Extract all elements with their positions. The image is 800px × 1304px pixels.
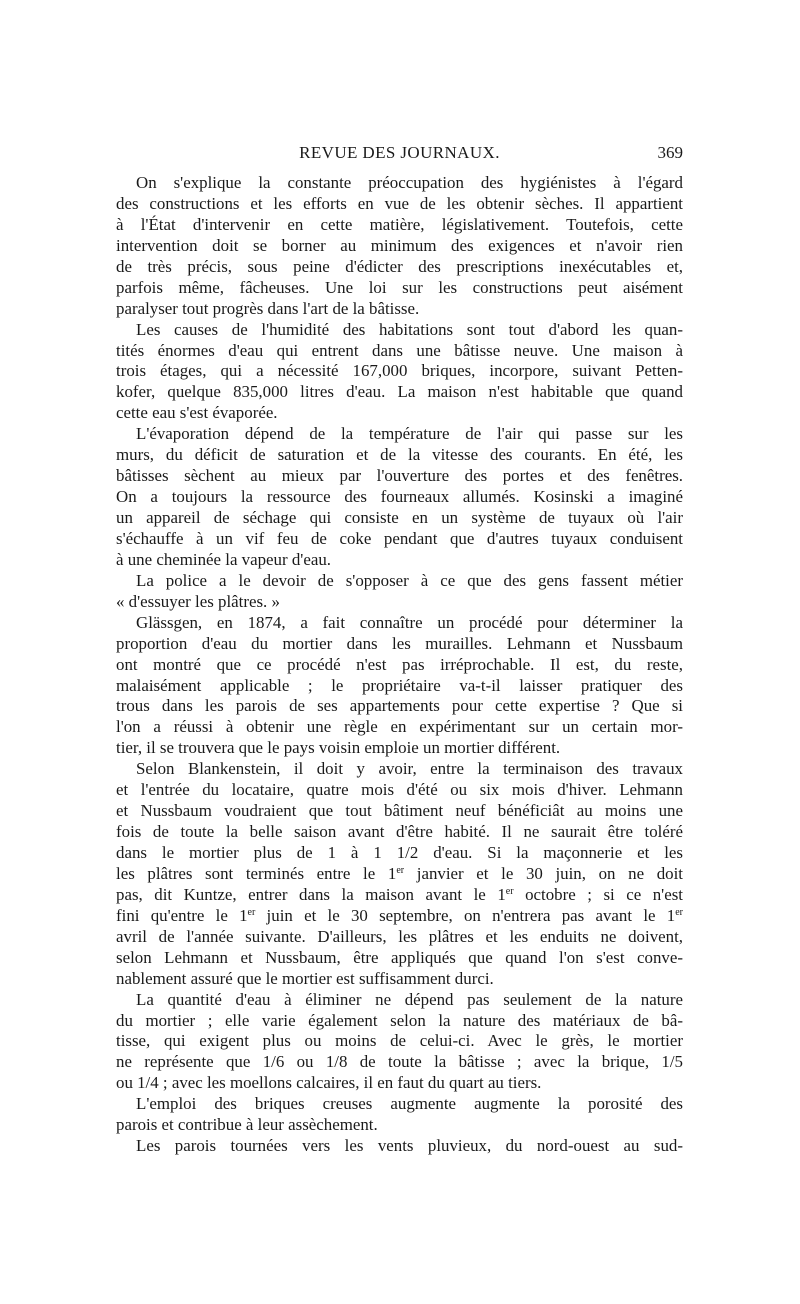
text-line: La quantité d'eau à éliminer ne dépend pas seulement de la nature (136, 989, 683, 1009)
text-line: paralyser tout progrès dans l'art de la bâtisse. (116, 298, 420, 318)
text-line: trois étages, qui a nécessité 167,000 briques, incorpore, suivant Petten- (116, 361, 683, 381)
text-line: Selon Blankenstein, il doit y avoir, entre la terminaison des travaux (136, 759, 683, 779)
text-line: « d'essuyer les plâtres. » (116, 591, 280, 611)
text-line: dans le mortier plus de 1 à 1 1/2 d'eau. Si la maçonnerie et les (116, 843, 683, 862)
text-line: On a toujours la ressource des fourneaux allumés. Kosinski a imaginé (116, 487, 683, 507)
paragraph (116, 1136, 683, 1157)
paragraph (116, 173, 683, 320)
paragraph (116, 571, 683, 613)
text-line: du mortier ; elle varie également selon la nature des matériaux de bâ- (116, 1010, 683, 1030)
text-line: s'échauffe à un vif feu de coke pendant que d'autres tuyaux conduisent (116, 528, 683, 548)
text-line: bâtisses sèchent au mieux par l'ouverture des portes et des fenêtres. (116, 466, 683, 486)
text-line: à l'État d'intervenir en cette matière, législativement. Toutefois, cette (116, 214, 683, 234)
text-line: trous dans les parois de ses appartements pour cette expertise ? Que si (116, 696, 683, 716)
text-line: kofer, quelque 835,000 litres d'eau. La maison n'est habitable que quand (116, 382, 683, 402)
text-line: avril de l'année suivante. D'ailleurs, les plâtres et les enduits ne doivent, (116, 926, 683, 946)
text-line: On s'explique la constante préoccupation des hygiénistes à l'égard (136, 173, 683, 192)
text-line: proportion d'eau du mortier dans les murailles. Lehmann et Nussbaum (116, 633, 683, 653)
text-line: tier, il se trouvera que le pays voisin emploie un mortier différent. (116, 738, 561, 758)
paragraph (116, 320, 683, 425)
text-line: ne représente que 1/6 ou 1/8 de toute la bâtisse ; avec la brique, 1/5 (116, 1052, 683, 1072)
text-line: Les parois tournées vers les vents pluvieux, du nord-ouest au sud- (136, 1136, 683, 1156)
text-line: parois et contribue à leur assèchement. (116, 1115, 378, 1135)
running-title: REVUE DES JOURNAUX. (299, 143, 500, 162)
page-header (116, 143, 683, 167)
text-line: un appareil de séchage qui consiste en un système de tuyaux où l'air (116, 508, 683, 527)
text-line: tités énormes d'eau qui entrent dans une bâtisse neuve. Une maison à (116, 340, 683, 360)
text-line: parfois même, fâcheuses. Une loi sur les constructions peut aisément (116, 277, 683, 297)
text-line: cette eau s'est évaporée. (116, 403, 278, 423)
text-line: nablement assuré que le mortier est suffisamment durci. (116, 968, 494, 988)
text-line: l'on a réussi à obtenir une règle en expérimentant sur un certain mor- (116, 717, 683, 737)
text-line: à une cheminée la vapeur d'eau. (116, 549, 332, 569)
paragraph (116, 424, 683, 571)
paragraph (116, 613, 683, 760)
text-line: fois de toute la belle saison avant d'être habité. Il ne saurait être toléré (116, 822, 683, 842)
text-line: murs, du déficit de saturation et de la vitesse des courants. En été, les (116, 445, 683, 465)
text-line: ou 1/4 ; avec les moellons calcaires, il en faut du quart au tiers. (116, 1073, 542, 1093)
text-line: et Nussbaum voudraient que tout bâtiment neuf bénéficiât au moins une (116, 801, 683, 821)
text-line: La police a le devoir de s'opposer à ce que des gens fassent métier (136, 570, 683, 590)
text-line: pas, dit Kuntze, entrer dans la maison avant le 1er octobre ; si ce n'est (116, 884, 683, 904)
text-line: L'emploi des briques creuses augmente augmente la porosité des (136, 1094, 683, 1114)
text-line: des constructions et les efforts en vue de les obtenir sèches. Il appartient (116, 193, 683, 213)
text-line: malaisément applicable ; le propriétaire va-t-il laisser pratiquer des (116, 675, 683, 695)
text-line: intervention doit se borner au minimum des exigences et n'avoir rien (116, 235, 683, 255)
text-line: ont montré que ce procédé n'est pas irréprochable. Il est, du reste, (116, 654, 683, 674)
page-number: 369 (657, 143, 683, 162)
paragraph (116, 759, 683, 989)
paragraph (116, 1094, 683, 1136)
text-line: fini qu'entre le 1er juin et le 30 septembre, on n'entrera pas avant le 1er (116, 905, 683, 925)
text-line: les plâtres sont terminés entre le 1er janvier et le 30 juin, on ne doit (116, 863, 683, 883)
text-line: selon Lehmann et Nussbaum, être appliqués que quand l'on s'est conve- (116, 947, 683, 967)
body-text (116, 173, 683, 1157)
text-line: Glässgen, en 1874, a fait connaître un procédé pour déterminer la (136, 612, 683, 632)
text-line: et l'entrée du locataire, quatre mois d'été ou six mois d'hiver. Lehmann (116, 780, 683, 800)
text-line: L'évaporation dépend de la température de l'air qui passe sur les (136, 424, 683, 444)
text-line: tisse, qui exigent plus ou moins de celui-ci. Avec le grès, le mortier (116, 1031, 683, 1051)
text-line: Les causes de l'humidité des habitations sont tout d'abord les quan- (136, 319, 683, 339)
text-line: de très précis, sous peine d'édicter des prescriptions inexécutables et, (116, 256, 683, 276)
paragraph (116, 990, 683, 1095)
